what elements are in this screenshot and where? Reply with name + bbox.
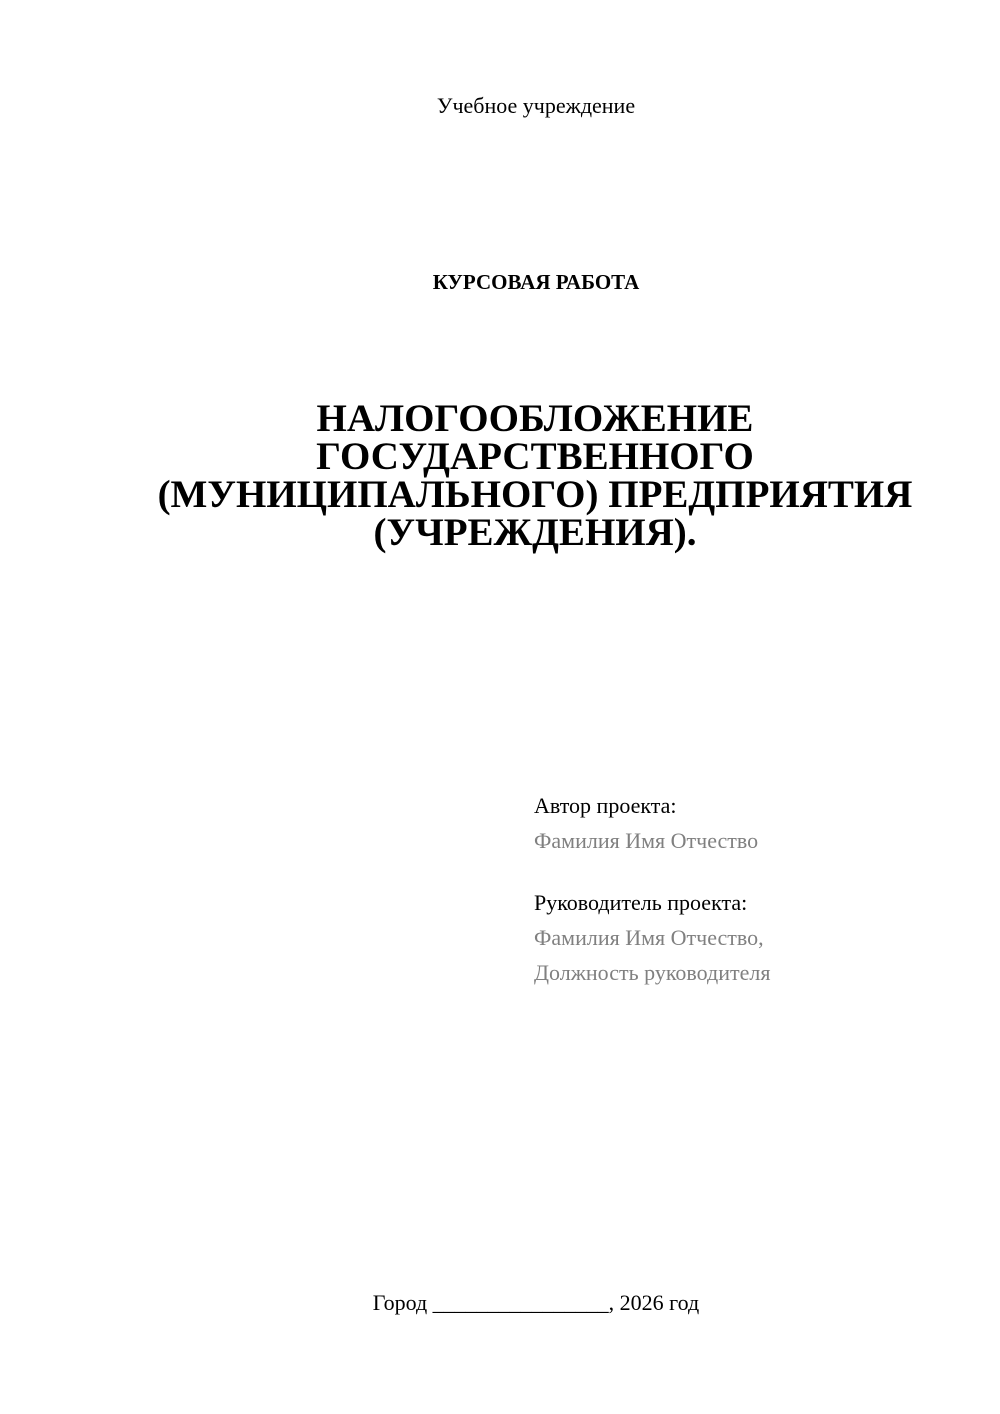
institution-name: Учебное учреждение: [436, 93, 636, 118]
title-line: (УЧРЕЖДЕНИЯ).: [373, 511, 697, 554]
document-title: [120, 397, 950, 554]
spacer: [534, 858, 974, 885]
title-line: НАЛОГООБЛОЖЕНИЕ: [316, 397, 754, 440]
title-line: ГОСУДАРСТВЕННОГО: [316, 435, 754, 478]
supervisor-position: Должность руководителя: [534, 960, 771, 985]
supervisor-label: Руководитель проекта:: [534, 890, 748, 915]
work-type-heading: КУРСОВАЯ РАБОТА: [432, 270, 640, 294]
author-name: Фамилия Имя Отчество: [534, 828, 759, 853]
credits-block: [534, 788, 974, 990]
author-label: Автор проекта:: [534, 793, 677, 818]
city-year-footer: Город ________________, 2026 год: [372, 1290, 700, 1315]
title-line: (МУНИЦИПАЛЬНОГО) ПРЕДПРИЯТИЯ: [157, 473, 913, 516]
supervisor-name: Фамилия Имя Отчество,: [534, 925, 764, 950]
